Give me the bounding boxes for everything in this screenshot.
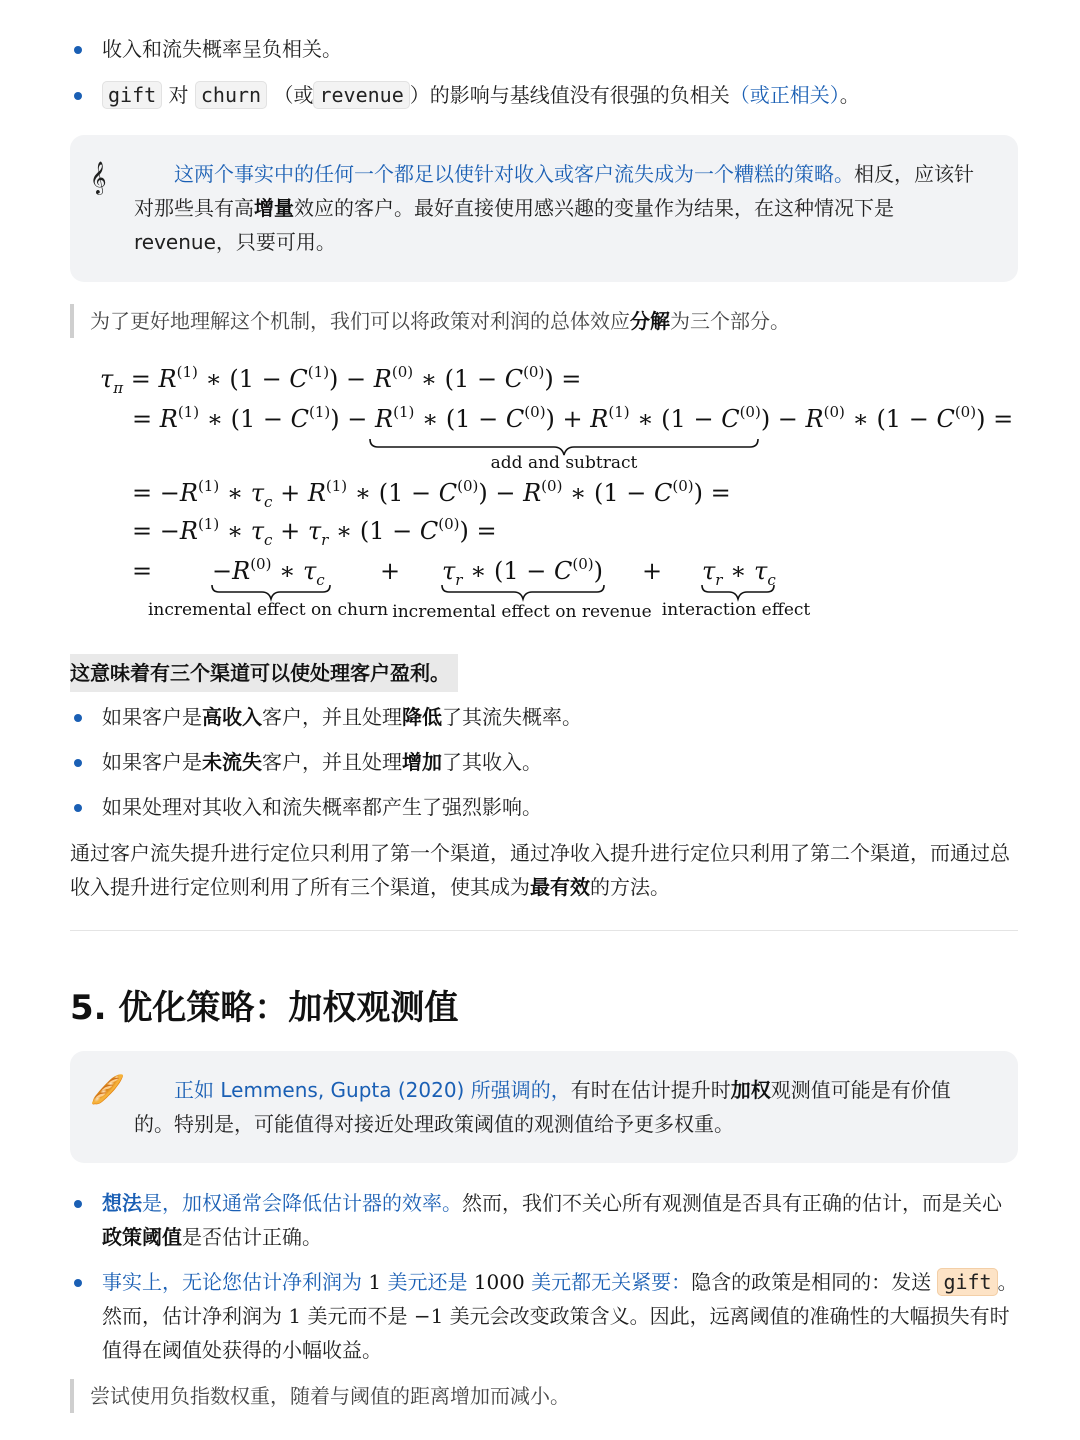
- label-add-subtract: add and subtract: [490, 453, 638, 473]
- inline-code: gift: [102, 81, 162, 109]
- callout-link[interactable]: 这两个事实中的任何一个都足以使针对收入或客户流失成为一个糟糕的策略。: [174, 162, 854, 186]
- callout-box: [70, 1051, 1018, 1163]
- link[interactable]: 是，加权通常会降低估计器的效率。: [142, 1191, 462, 1215]
- summary-paragraph: 通过客户流失提升进行定位只利用了第一个渠道，通过净收入提升进行定位只利用了第二个渠道，而通过总收入提升进行定位则利用了所有三个渠道，使其成为最有效的方法。: [70, 841, 1010, 899]
- callout-box: [70, 135, 1018, 282]
- list-item: 收入和流失概率呈负相关。: [102, 32, 1018, 66]
- list-item: 如果处理对其收入和流失概率都产生了强烈影响。: [102, 790, 1018, 824]
- inline-code: gift: [937, 1268, 997, 1296]
- plus-sign: +: [642, 557, 663, 585]
- blockquote: 尝试使用负指数权重，随着与阈值的距离增加而减小。: [70, 1379, 570, 1413]
- label-interaction: interaction effect: [661, 600, 811, 620]
- term-interaction: $\tau_r$ ∗ $\tau_c$: [702, 557, 776, 589]
- link[interactable]: （或正相关）: [729, 83, 840, 107]
- callout-text: 这两个事实中的任何一个都足以使针对收入或客户流失成为一个糟糕的策略。相反，应该针对那些具有高增量效应的客户。最好直接使用感兴趣的变量作为结果，在这种情况下是 revenue，只要可用。: [134, 162, 974, 254]
- equation-line-1: $\tau_\pi = R^{(1)}$ ∗ $(1 - C^{(1)}) - R^{(0)}$ ∗ $(1 - C^{(0)})$ =: [100, 363, 582, 397]
- equation-line-2: = $R^{(1)}$ ∗ $(1 - C^{(1)}) - R^{(1)}$ ∗ $(1 - C^{(0)}) + R^{(1)}$ ∗ $(1 - C^{(0)}) - R^{(0)}$ ∗ $(1 - C^{(0)})$ =: [132, 403, 1014, 433]
- term-churn: $-R^{(0)}$ ∗ $\tau_c$: [212, 555, 325, 589]
- list-item: 如果客户是高收入客户，并且处理降低了其流失概率。: [102, 700, 1018, 734]
- term-revenue: $\tau_r$ ∗ $(1 - C^{(0)})$: [442, 555, 604, 589]
- equation-line-4: = $-R^{(1)}$ ∗ $\tau_c + \tau_r$ ∗ $(1 - C^{(0)})$ =: [132, 515, 497, 549]
- plus-sign: +: [380, 557, 401, 585]
- section-title: 5. 优化策略：加权观测值: [70, 988, 459, 1028]
- underbrace: [702, 585, 774, 599]
- list-item: 如果客户是未流失客户，并且处理增加了其收入。: [102, 745, 1018, 779]
- list-item: gift 对 churn （或 revenue ）的影响与基线值没有很强的负相关（或正相关）。: [102, 78, 1018, 112]
- blockquote: 为了更好地理解这个机制，我们可以将政策对利润的总体效应分解为三个部分。: [70, 304, 790, 338]
- music-clef-icon: 𝄞: [90, 161, 107, 194]
- inline-code: churn: [195, 81, 267, 109]
- underbrace: [212, 585, 330, 599]
- list-item: 想法是，加权通常会降低估计器的效率。然而，我们不关心所有观测值是否具有正确的估计，而是关心政策阈值是否估计正确。: [102, 1186, 1018, 1254]
- list-item: 事实上，无论您估计净利润为 1 美元还是 1000 美元都无关紧要：隐含的政策是相同的：发送 gift 。然而，估计净利润为 1 美元而不是 −1 美元会改变政策含义。因此，远离阈值的准确性的大幅损失有时值得在阈值处获得的小幅收益。: [102, 1265, 1018, 1367]
- bread-icon: 🥖: [90, 1073, 125, 1106]
- callout-link[interactable]: 正如 Lemmens, Gupta (2020) 所强调的，: [174, 1078, 571, 1102]
- callout-text: 正如 Lemmens, Gupta (2020) 所强调的，有时在估计提升时加权观测值可能是有价值的。特别是，可能值得对接近处理政策阈值的观测值给予更多权重。: [134, 1078, 951, 1136]
- divider: [70, 930, 1018, 931]
- equation-line-5: =: [132, 557, 153, 585]
- label-churn: incremental effect on churn: [147, 600, 389, 620]
- inline-code: revenue: [313, 81, 409, 109]
- label-revenue: incremental effect on revenue: [392, 602, 652, 622]
- profit-decomposition-equation: [0, 355, 1080, 635]
- channels-heading: 这意味着有三个渠道可以使处理客户盈利。: [70, 654, 458, 692]
- underbrace: [442, 585, 604, 599]
- equation-line-3: = $-R^{(1)}$ ∗ $\tau_c + R^{(1)}$ ∗ $(1 - C^{(0)}) - R^{(0)}$ ∗ $(1 - C^{(0)})$ =: [132, 477, 731, 511]
- link[interactable]: 事实上，无论您估计净利润为 1 美元还是 1000 美元都无关紧要：: [102, 1270, 692, 1294]
